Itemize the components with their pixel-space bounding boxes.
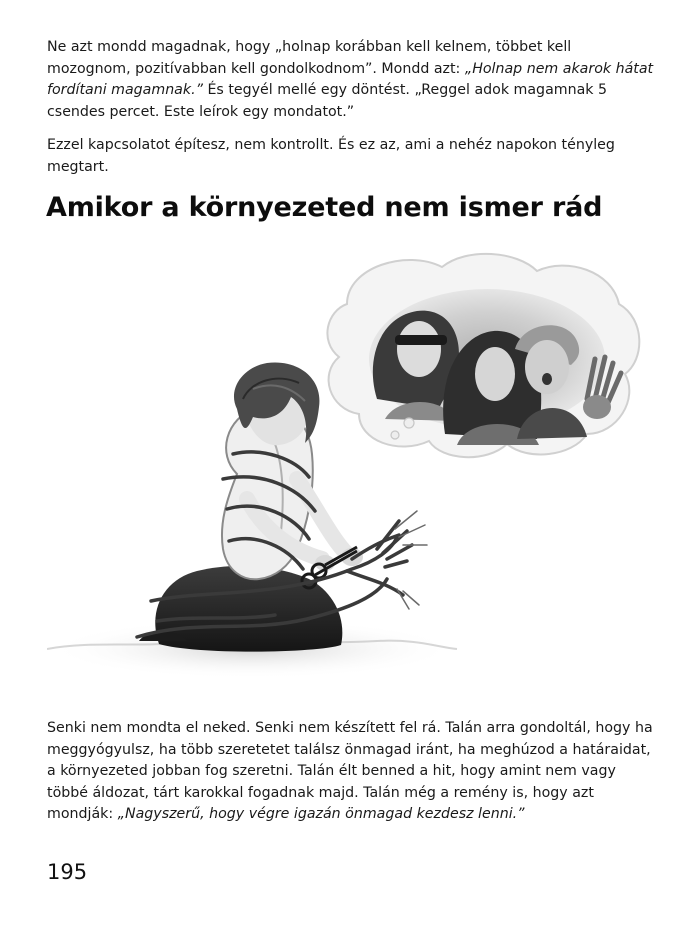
paragraph-text: És tegyél mellé egy döntést. „Reggel adok magamnak 5 csendes percet. Este leírok egy mondatot.”	[47, 82, 608, 120]
paragraph-text: Senki nem mondta el neked. Senki nem készített fel rá. Talán arra gondoltál, hogy ha meggyógyulsz, ha több szeretetet találsz önmagad iránt, ha meghúzod a határaidat, a környezeted jobban fog szeretni. Talán élt benned a hit, hogy amint nem vagy többé áldozat, tárt karokkal fogadnak majd. Talán még a remény is, hogy azt mondják:	[47, 720, 653, 822]
body-paragraph-2: Ezzel kapcsolatot építesz, nem kontrollt. És ez az, ami a nehéz napokon tényleg megtart.	[47, 137, 615, 175]
italic-quote: „Nagyszerű, hogy végre igazán önmagad kezdesz lenni.”	[117, 806, 525, 822]
body-paragraph-3	[47, 718, 657, 826]
italic-quote: „Holnap nem akarok hátat fordítani magamnak.”	[47, 60, 654, 98]
thought-cloud	[327, 254, 639, 457]
page-number: 195	[47, 860, 88, 884]
paragraph-text: Ne azt mondd magadnak, hogy „holnap korábban kell kelnem, többet kell mozognom, pozitívabban kell gondolkodnom”. Mondd azt:	[47, 39, 572, 77]
ink-illustration	[47, 249, 645, 697]
body-paragraph-1	[47, 37, 657, 123]
section-heading: Amikor a környezeted nem ismer rád	[46, 192, 603, 223]
